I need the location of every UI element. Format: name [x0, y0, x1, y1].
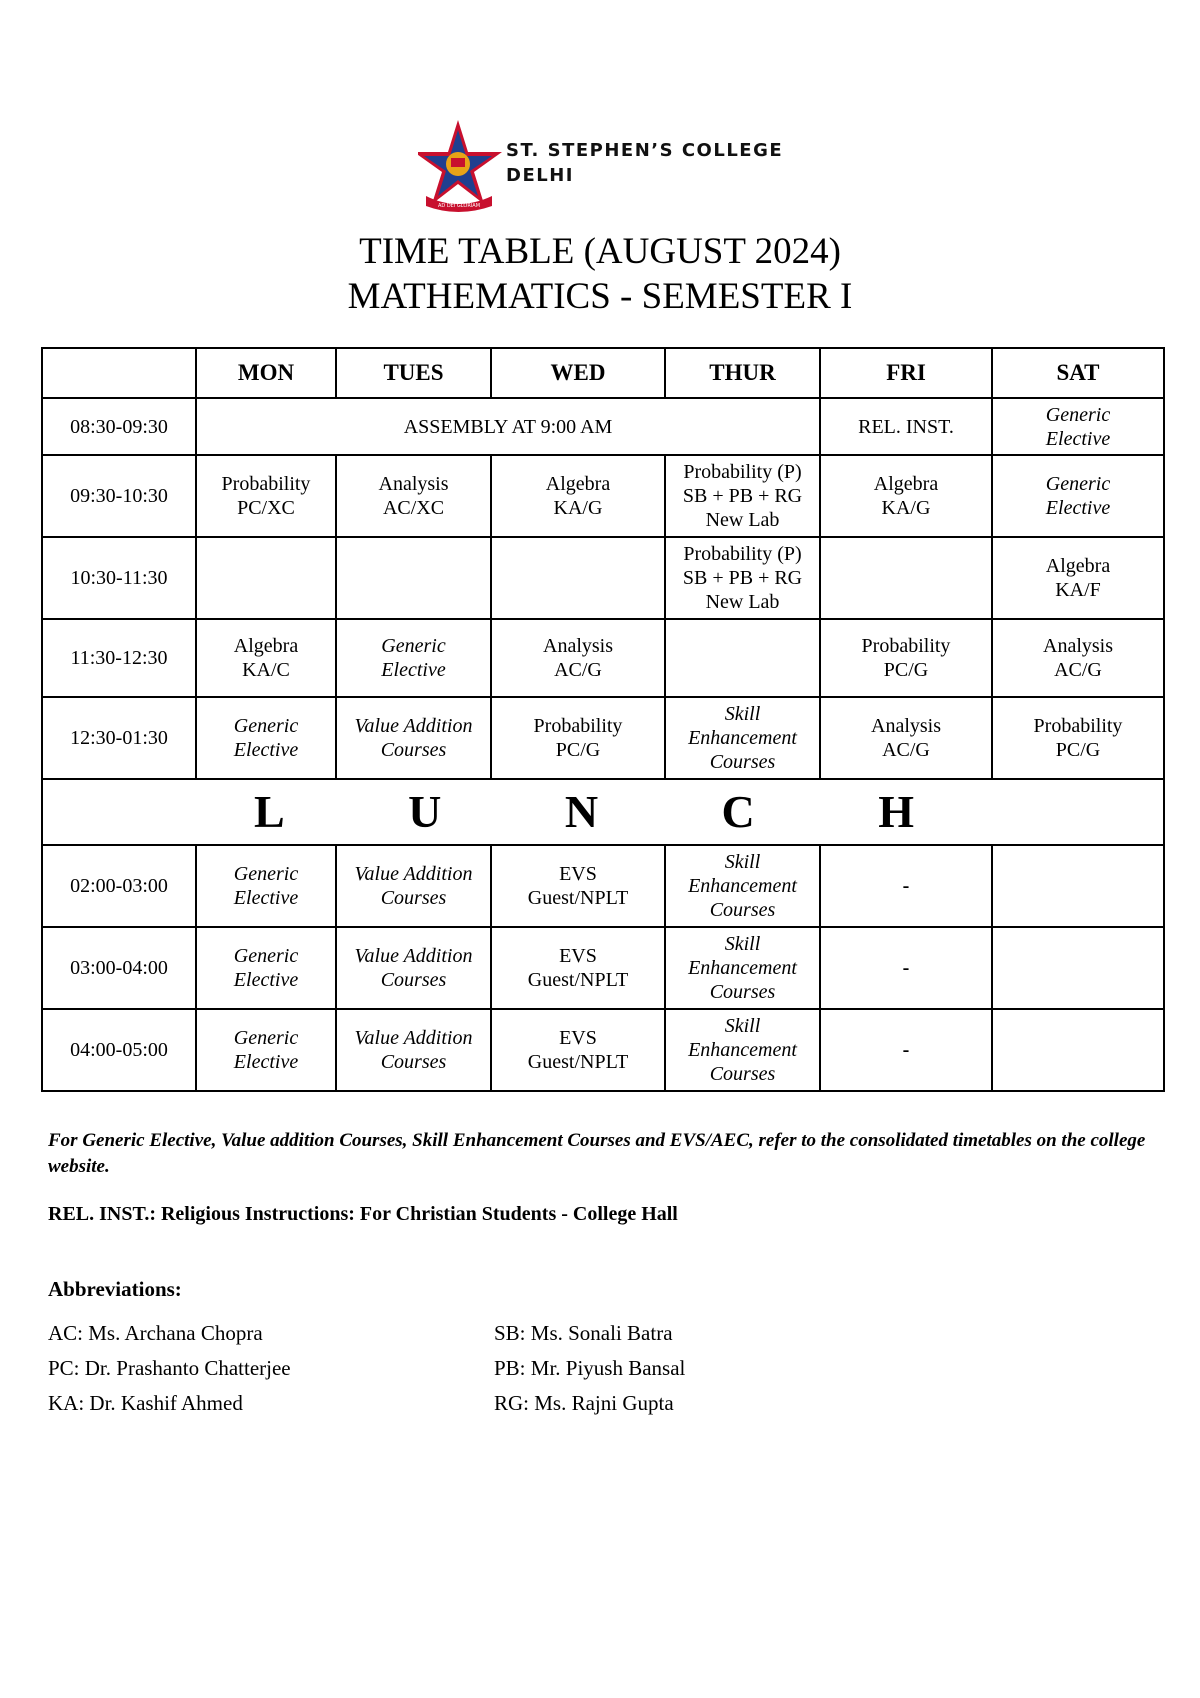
class-cell: Probability PC/G [491, 697, 665, 779]
class-cell: Analysis AC/G [820, 697, 992, 779]
abbreviation-item: KA: Dr. Kashif Ahmed [48, 1391, 243, 1415]
lunch-letter: U [408, 786, 442, 837]
class-cell: Generic Elective [196, 845, 336, 927]
abbreviations-left [48, 1316, 291, 1421]
abbreviation-item: SB: Ms. Sonali Batra [494, 1321, 673, 1345]
class-cell: Skill Enhancement Courses [665, 845, 820, 927]
time-slot: 12:30-01:30 [42, 697, 196, 779]
class-cell: Algebra KA/G [491, 455, 665, 537]
lunch-cell [42, 779, 1164, 845]
table-row [42, 537, 1164, 619]
dash-cell: - [820, 845, 992, 927]
class-cell: Value Addition Courses [336, 845, 491, 927]
class-cell: Generic Elective [196, 697, 336, 779]
empty-cell [196, 537, 336, 619]
empty-cell [820, 537, 992, 619]
class-cell: Probability PC/G [820, 619, 992, 697]
class-cell: Value Addition Courses [336, 697, 491, 779]
lunch-row [42, 779, 1164, 845]
class-cell: Analysis AC/G [491, 619, 665, 697]
empty-cell [491, 537, 665, 619]
college-crest-icon [418, 118, 502, 214]
rel-inst-note: REL. INST.: Religious Instructions: For Christian Students - College Hall [48, 1203, 678, 1225]
class-cell: EVS Guest/NPLT [491, 927, 665, 1009]
page-subtitle: MATHEMATICS - SEMESTER I [347, 276, 853, 317]
table-row [42, 1009, 1164, 1091]
time-slot: 03:00-04:00 [42, 927, 196, 1009]
class-cell: Algebra KA/F [992, 537, 1164, 619]
header-row [42, 348, 1164, 398]
corner-cell [42, 348, 196, 398]
table-row [42, 845, 1164, 927]
logo-motto-text: AD DEI GLORIAM [437, 203, 481, 209]
abbreviation-item: PB: Mr. Piyush Bansal [494, 1356, 686, 1380]
class-cell: Generic Elective [336, 619, 491, 697]
class-cell: EVS Guest/NPLT [491, 845, 665, 927]
time-slot: 04:00-05:00 [42, 1009, 196, 1091]
class-cell: Value Addition Courses [336, 1009, 491, 1091]
day-header: MON [196, 348, 336, 398]
class-cell: Probability (P) SB + PB + RG New Lab [665, 537, 820, 619]
timetable [41, 347, 1165, 1092]
class-cell: Probability (P) SB + PB + RG New Lab [665, 455, 820, 537]
time-slot: 02:00-03:00 [42, 845, 196, 927]
class-cell: Value Addition Courses [336, 927, 491, 1009]
class-cell: Probability PC/G [992, 697, 1164, 779]
empty-cell [992, 1009, 1164, 1091]
table-row [42, 619, 1164, 697]
page-title: TIME TABLE (AUGUST 2024) [359, 231, 841, 272]
lunch-letter: L [254, 786, 285, 837]
college-logo [418, 118, 798, 214]
abbreviation-item: AC: Ms. Archana Chopra [48, 1321, 263, 1345]
time-slot: 08:30-09:30 [42, 398, 196, 455]
class-cell: Skill Enhancement Courses [665, 1009, 820, 1091]
class-cell: Skill Enhancement Courses [665, 697, 820, 779]
lunch-letter: N [564, 786, 599, 837]
time-slot: 09:30-10:30 [42, 455, 196, 537]
lunch-letter: C [721, 786, 755, 837]
college-name [506, 138, 783, 188]
table-row [42, 927, 1164, 1009]
college-name-line1: ST. STEPHEN’S COLLEGE [506, 140, 784, 161]
table-row [42, 398, 1164, 455]
assembly-cell: ASSEMBLY AT 9:00 AM [196, 398, 820, 455]
abbreviation-item: PC: Dr. Prashanto Chatterjee [48, 1356, 291, 1380]
class-cell: Generic Elective [196, 927, 336, 1009]
class-cell: Generic Elective [992, 455, 1164, 537]
day-header: WED [491, 348, 665, 398]
abbreviations-heading: Abbreviations: [48, 1277, 182, 1301]
class-cell: EVS Guest/NPLT [491, 1009, 665, 1091]
empty-cell [336, 537, 491, 619]
day-header: FRI [820, 348, 992, 398]
time-slot: 10:30-11:30 [42, 537, 196, 619]
day-header: THUR [665, 348, 820, 398]
college-name-line2: DELHI [506, 165, 574, 186]
time-slot: 11:30-12:30 [42, 619, 196, 697]
rel-inst-cell: REL. INST. [820, 398, 992, 455]
electives-note: For Generic Elective, Value addition Courses, Skill Enhancement Courses and EVS/AEC, refer to the consolidated timetables on the college website. [48, 1130, 1146, 1177]
abbreviation-item: RG: Ms. Rajni Gupta [494, 1391, 674, 1415]
class-cell: Algebra KA/C [196, 619, 336, 697]
table-row [42, 455, 1164, 537]
class-cell: Analysis AC/XC [336, 455, 491, 537]
lunch-letter: H [878, 786, 914, 837]
class-cell: Algebra KA/G [820, 455, 992, 537]
table-row [42, 697, 1164, 779]
dash-cell: - [820, 1009, 992, 1091]
class-cell: Generic Elective [196, 1009, 336, 1091]
day-header: TUES [336, 348, 491, 398]
day-header: SAT [992, 348, 1164, 398]
empty-cell [665, 619, 820, 697]
dash-cell: - [820, 927, 992, 1009]
abbreviations-right [494, 1316, 685, 1421]
class-cell: Analysis AC/G [992, 619, 1164, 697]
class-cell: Generic Elective [992, 398, 1164, 455]
empty-cell [992, 927, 1164, 1009]
class-cell: Skill Enhancement Courses [665, 927, 820, 1009]
empty-cell [992, 845, 1164, 927]
class-cell: Probability PC/XC [196, 455, 336, 537]
